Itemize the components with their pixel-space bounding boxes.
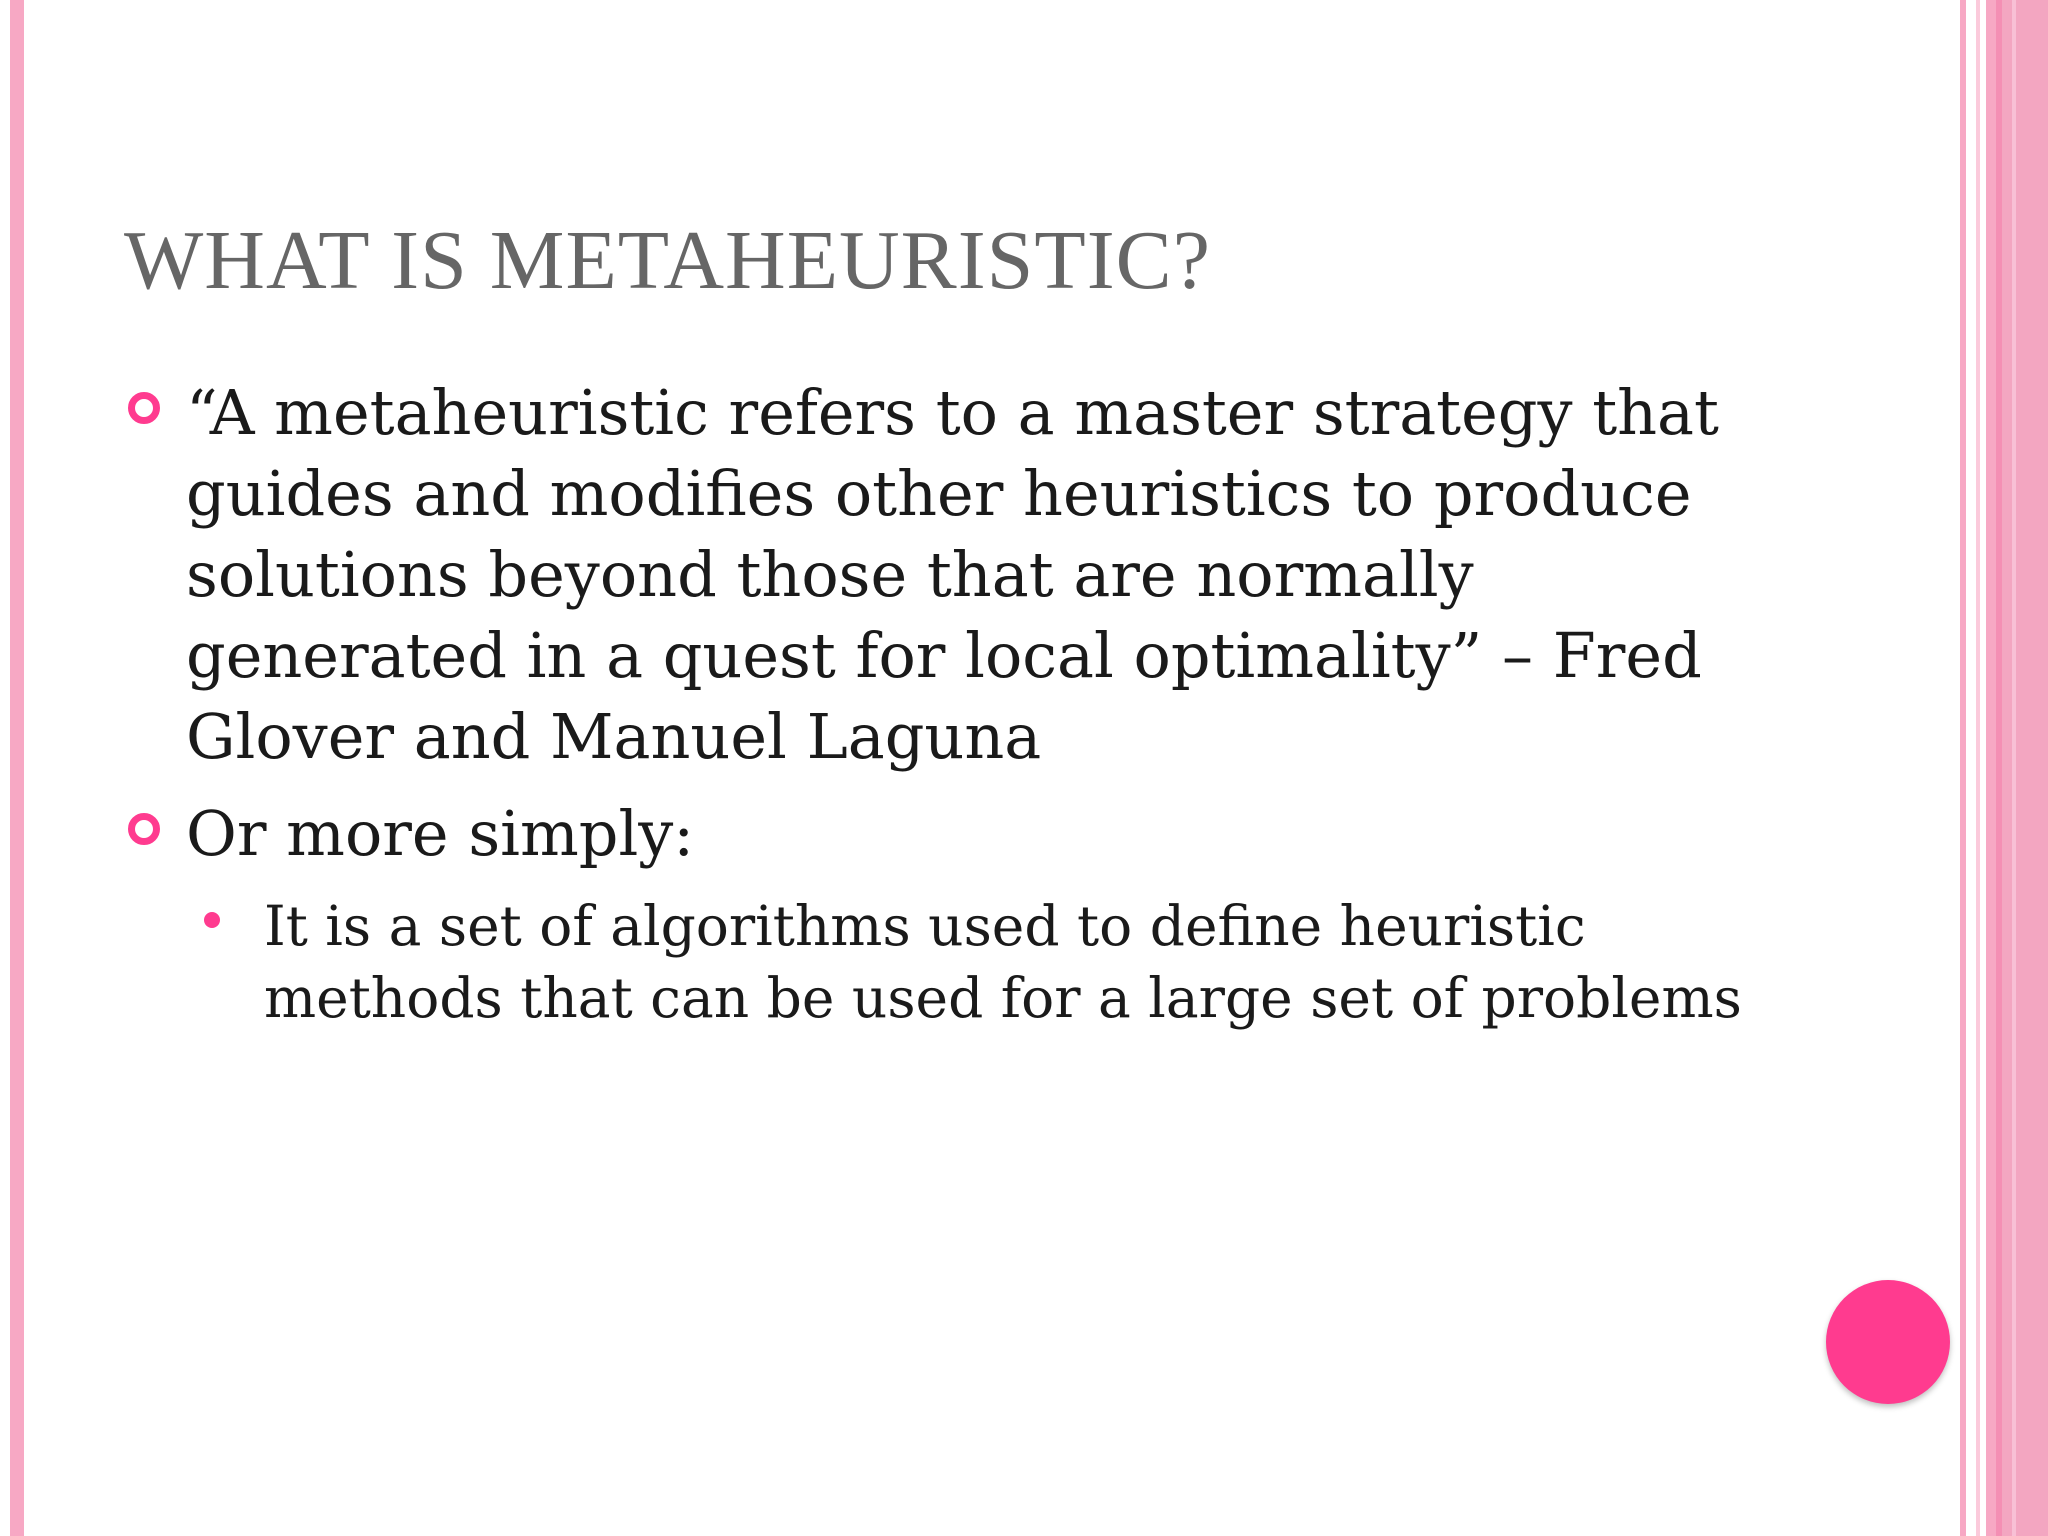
sub-bullet-item <box>204 890 1764 1034</box>
left-border-stripe <box>10 0 24 1536</box>
slide-title: WHAT IS METAHEURISTIC? <box>124 214 1211 307</box>
bullet-item <box>124 372 1764 777</box>
right-border-stripe <box>1960 0 1966 1536</box>
bullet-text: Or more simply: <box>186 797 695 870</box>
bullet-item <box>124 793 1764 874</box>
decorative-pink-circle <box>1826 1280 1950 1404</box>
right-border-stripe <box>2012 0 2016 1536</box>
filled-dot-icon <box>204 912 220 928</box>
hollow-circle-icon <box>128 392 160 424</box>
sub-bullet-text: It is a set of algorithms used to define heuristic methods that can be used for a large set of problems <box>264 894 1742 1030</box>
hollow-circle-icon <box>128 813 160 845</box>
right-border-stripe <box>1986 0 1996 1536</box>
right-border-stripe <box>1976 0 1980 1536</box>
bullet-text: “A metaheuristic refers to a master strategy that guides and modifies other heuristics to produce solutions beyond those that are normally generated in a quest for local optimality” – Fred Glover and Manuel Laguna <box>186 376 1719 773</box>
bullet-list <box>124 372 1764 1034</box>
right-border-band <box>2002 0 2048 1536</box>
